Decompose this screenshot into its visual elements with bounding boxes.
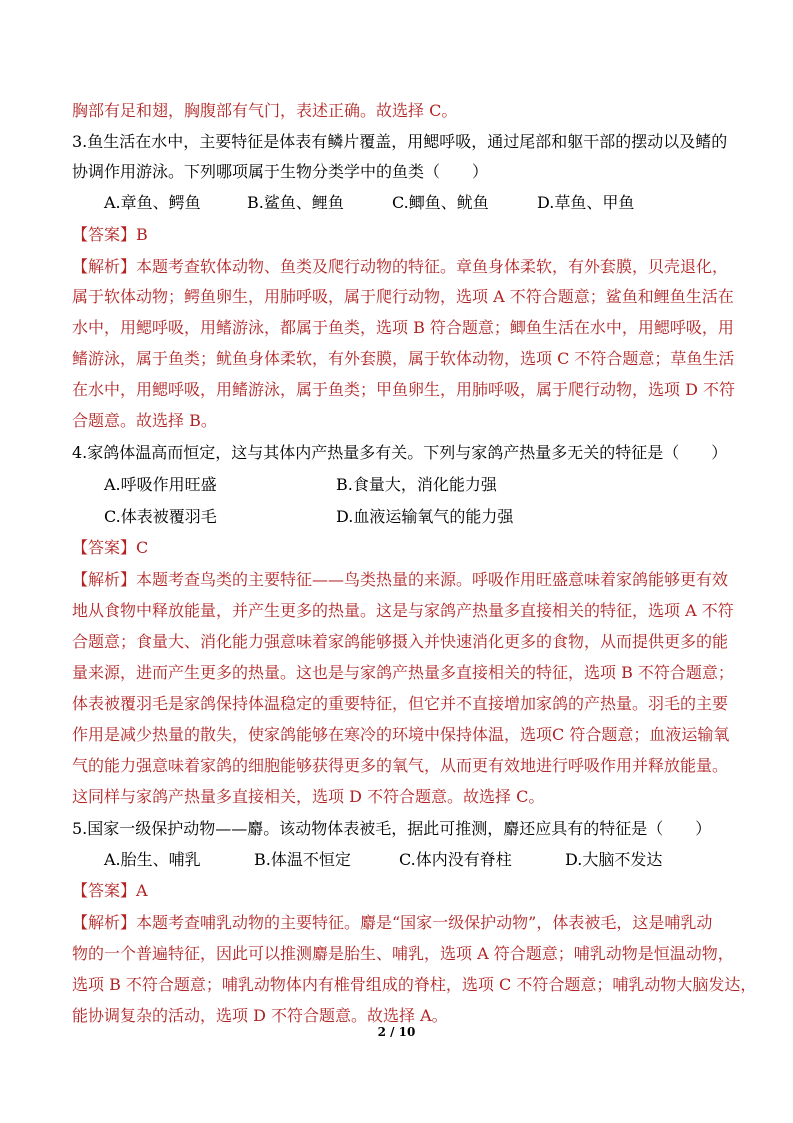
option-d: D.大脑不发达 bbox=[565, 850, 663, 869]
question-4-options bbox=[104, 475, 724, 495]
option-b: B.鲨鱼、鲤鱼 bbox=[247, 193, 344, 212]
option-a: A.呼吸作用旺盛 bbox=[104, 475, 217, 494]
answer-label: 【答案】C bbox=[72, 538, 149, 557]
page-number: 2 / 10 bbox=[377, 1025, 416, 1039]
explanation-line: 【解析】本题考查哺乳动物的主要特征。麝是“国家一级保护动物”，体表被毛，这是哺乳动 bbox=[72, 913, 713, 932]
explanation-line: 【解析】本题考查软体动物、鱼类及爬行动物的特征。章鱼身体柔软，有外套膜，贝壳退化， bbox=[72, 257, 729, 276]
question-5-stem: 5.国家一级保护动物——麝。该动物体表被毛，据此可推测，麝还应具有的特征是（ ） bbox=[72, 819, 712, 838]
explanation-line: 作用是减少热量的散失，使家鸽能够在寒冷的环境中保持体温，选项C 符合题意；血液运输氧 bbox=[72, 725, 730, 744]
question-4-stem: 4.家鸽体温高而恒定，这与其体内产热量多有关。下列与家鸽产热量多无关的特征是（ ） bbox=[72, 443, 728, 462]
explanation-line: 地从食物中释放能量，并产生更多的热量。这是与家鸽产热量多直接相关的特征，选项 A 不符 bbox=[72, 601, 734, 620]
question-4-options bbox=[104, 507, 724, 527]
explanation-line: 物的一个普遍特征，因此可以推测麝是胎生、哺乳，选项 A 符合题意；哺乳动物是恒温动物， bbox=[72, 944, 734, 963]
explanation-line: 这同样与家鸽产热量多直接相关，选项 D 不符合题意。故选择 C。 bbox=[72, 787, 545, 806]
explanation-line: 水中，用鳃呼吸，用鳍游泳，都属于鱼类，选项 B 符合题意；鲫鱼生活在水中，用鳃呼吸，用 bbox=[72, 318, 734, 337]
text-line: 胸部有足和翅，胸腹部有气门，表述正确。故选择 C。 bbox=[72, 101, 458, 120]
answer-label: 【答案】A bbox=[72, 881, 148, 900]
option-b: B.体温不恒定 bbox=[254, 850, 351, 869]
explanation-line: 鳍游泳，属于鱼类；鱿鱼身体柔软，有外套膜，属于软体动物，选项 C 不符合题意；草鱼生活 bbox=[72, 349, 735, 368]
question-3-stem: 协调作用游泳。下列哪项属于生物分类学中的鱼类（ ） bbox=[72, 162, 489, 181]
question-3-stem: 3.鱼生活在水中，主要特征是体表有鳞片覆盖，用鳃呼吸，通过尾部和躯干部的摆动以及鳍的 bbox=[72, 132, 728, 151]
option-a: A.章鱼、鳄鱼 bbox=[104, 193, 201, 212]
option-a: A.胎生、哺乳 bbox=[104, 850, 201, 869]
option-c: C.体表被覆羽毛 bbox=[104, 507, 217, 526]
question-5-options bbox=[104, 850, 724, 870]
explanation-line: 合题意；食量大、消化能力强意味着家鸽能够摄入并快速消化更多的食物，从而提供更多的能 bbox=[72, 632, 729, 651]
explanation-line: 能协调复杂的活动，选项 D 不符合题意。故选择 A。 bbox=[72, 1006, 448, 1025]
option-b: B.食量大，消化能力强 bbox=[336, 475, 497, 494]
explanation-line: 选项 B 不符合题意；哺乳动物体内有椎骨组成的脊柱，选项 C 不符合题意；哺乳动物大脑发达， bbox=[72, 975, 757, 994]
explanation-line: 【解析】本题考查鸟类的主要特征——鸟类热量的来源。呼吸作用旺盛意味着家鸽能够更有效 bbox=[72, 570, 729, 589]
answer-label: 【答案】B bbox=[72, 225, 148, 244]
option-d: D.血液运输氧气的能力强 bbox=[336, 507, 514, 526]
explanation-line: 量来源，进而产生更多的热量。这也是与家鸽产热量多直接相关的特征，选项 B 不符合题意； bbox=[72, 663, 734, 682]
explanation-line: 体表被覆羽毛是家鸽保持体温稳定的重要特征，但它并不直接增加家鸽的产热量。羽毛的主要 bbox=[72, 694, 729, 713]
option-c: C.鲫鱼、鱿鱼 bbox=[392, 193, 489, 212]
question-3-options bbox=[104, 193, 724, 213]
explanation-line: 气的能力强意味着家鸽的细胞能够获得更多的氧气，从而更有效地进行呼吸作用并释放能量。 bbox=[72, 756, 729, 775]
explanation-line: 属于软体动物；鳄鱼卵生，用肺呼吸，属于爬行动物，选项 A 不符合题意；鲨鱼和鲤鱼生活在 bbox=[72, 287, 734, 306]
explanation-line: 合题意。故选择 B。 bbox=[72, 411, 217, 430]
option-d: D.草鱼、甲鱼 bbox=[537, 193, 635, 212]
option-c: C.体内没有脊柱 bbox=[399, 850, 512, 869]
explanation-line: 在水中，用鳃呼吸，用鳍游泳，属于鱼类；甲鱼卵生，用肺呼吸，属于爬行动物，选项 D 不符 bbox=[72, 380, 736, 399]
